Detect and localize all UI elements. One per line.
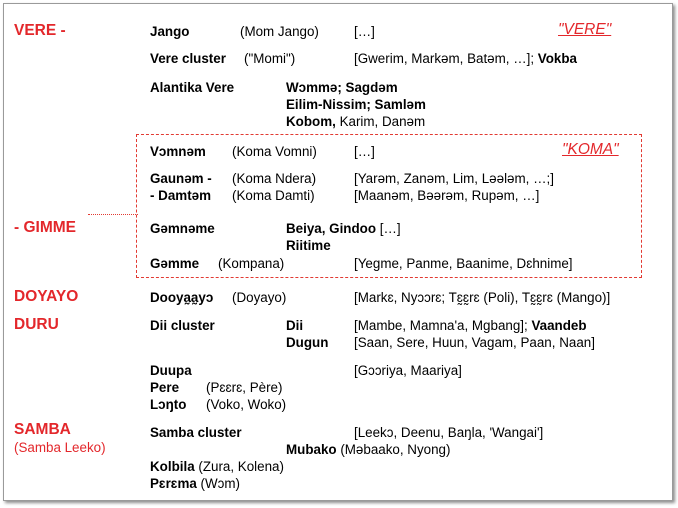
gemname-name: Gəmnəme (150, 221, 215, 236)
alantika-vere-name: Alantika Vere (150, 80, 235, 95)
alantika-line-2: Eilim-Nissim; Samləm (286, 97, 426, 112)
gaunem-languages: [Yarəm, Zanəm, Lim, Ləələm, …;] (354, 171, 554, 186)
gamme-name: Gəmme (150, 256, 200, 271)
samba-cluster-languages: [Leekɔ, Deenu, Baŋla, 'Wangai'] (354, 425, 544, 440)
alantika-line-3: Kobom, Karim, Danəm (286, 114, 426, 129)
dii-cluster-name: Dii cluster (150, 318, 215, 333)
gemname-line-1: Beiya, Gindoo […] (286, 221, 401, 236)
mubako-row: Mubako (Məbaako, Nyong) (286, 442, 451, 457)
gimme-connector-line (88, 214, 138, 215)
dooyaayo-languages: [Markɛ, Nyɔɔrɛ; Tɛ̰ɛ̰rɛ (Poli), Tɛ̰ɛ̰rɛ (Mango)] (354, 290, 611, 305)
lonto-name: Lɔŋto (150, 397, 187, 412)
group-samba: SAMBA (14, 421, 71, 438)
dooyaayo-name: Dooya̰a̰yɔ (150, 290, 214, 305)
vere-cluster-name: Vere cluster (150, 51, 226, 66)
label-koma: "KOMA" (562, 141, 619, 158)
duupa-name: Duupa (150, 363, 192, 378)
pere-alt: (Pɛɛrɛ, Père) (206, 380, 283, 395)
vomnem-alt: (Koma Vomni) (232, 144, 317, 159)
damtem-name: - Damtəm (150, 188, 212, 203)
dugun-name: Dugun (286, 335, 329, 350)
gamme-alt: (Kompana) (218, 256, 285, 271)
vere-cluster-alt: ("Momi") (244, 51, 296, 66)
kolbila-row: Kolbila (Zura, Kolena) (150, 459, 284, 474)
group-doyayo: DOYAYO (14, 288, 79, 305)
group-vere: VERE - (14, 22, 66, 39)
vomnem-languages: […] (354, 144, 375, 159)
label-vere: "VERE" (558, 21, 612, 38)
gamme-languages: [Yegme, Panme, Baanime, Dɛhnime] (354, 256, 573, 271)
group-duru: DURU (14, 316, 59, 333)
gaunem-alt: (Koma Ndera) (232, 171, 317, 186)
dii-name: Dii (286, 318, 304, 333)
vomnem-name: Vɔmnəm (150, 144, 206, 159)
pere-name: Pere (150, 380, 180, 395)
dugun-languages: [Saan, Sere, Huun, Vagam, Paan, Naan] (354, 335, 595, 350)
gemname-line-2: Riitime (286, 238, 331, 253)
dooyaayo-alt: (Doyayo) (232, 290, 287, 305)
lonto-alt: (Voko, Woko) (206, 397, 287, 412)
dii-languages: [Mambe, Mamna'a, Mgbang]; Vaandeb (354, 318, 587, 333)
samba-cluster-name: Samba cluster (150, 425, 242, 440)
vere-cluster-languages: [Gwerim, Markəm, Batəm, …]; Vokba (354, 51, 577, 66)
jango-alt: (Mom Jango) (240, 24, 319, 39)
alantika-line-1: Wɔmmə; Sagdəm (286, 80, 398, 95)
vaandeb: Vaandeb (531, 318, 587, 333)
group-gimme: - GIMME (14, 219, 76, 236)
damtem-languages: [Maanəm, Bəərəm, Rupəm, …] (354, 188, 540, 203)
gaunem-name: Gaunəm - (150, 171, 212, 186)
jango-name: Jango (150, 24, 190, 39)
perema-row: Pɛrɛma (Wɔm) (150, 476, 240, 491)
duupa-languages: [Gɔɔriya, Maariya] (354, 363, 462, 378)
group-samba-subtitle: (Samba Leeko) (14, 440, 106, 455)
damtem-alt: (Koma Damti) (232, 188, 315, 203)
vokba: Vokba (537, 51, 577, 66)
jango-languages: […] (354, 24, 375, 39)
